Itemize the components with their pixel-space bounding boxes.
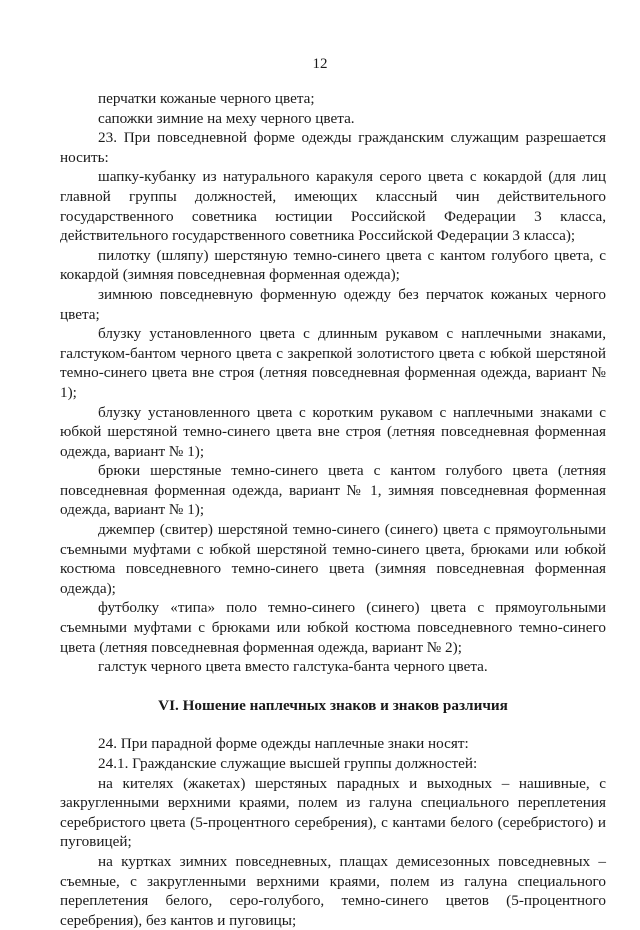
paragraph: 23. При повседневной форме одежды гражданским служащим разрешается носить: [60, 129, 606, 166]
paragraph: блузку установленного цвета с коротким рукавом с наплечными знаками с юбкой шерстяной темно-синего цвета вне строя (летняя повседневная форменная одежда, вариант № 1); [60, 403, 606, 460]
paragraph: блузку установленного цвета с длинным рукавом с наплечными знаками, галстуком-бантом черного цвета с закрепкой золотистого цвета с юбкой шерстяной темно-синего цвета вне строя (летняя повседневная форменная одежда, вариант № 1); [60, 325, 606, 401]
page-number: 12 [312, 56, 328, 72]
paragraph: зимнюю повседневную форменную одежду без перчаток кожаных черного цвета; [60, 285, 606, 323]
paragraph: брюки шерстяные темно-синего цвета с кантом голубого цвета (летняя повседневная форменная одежда, вариант № 1, зимняя повседневная форменная одежда, вариант № 1); [60, 462, 606, 519]
section-heading: VI. Ношение наплечных знаков и знаков различия [158, 696, 508, 714]
paragraph: шапку-кубанку из натурального каракуля серого цвета с кокардой (для лиц главной группы должностей, имеющих классный чин действительного государственного советника юстиции Российской Федерации 3 класса, действительного государственного советника Российской Федерации 3 класса); [60, 168, 606, 245]
paragraph: на кителях (жакетах) шерстяных парадных и выходных – нашивные, с закругленными верхними краями, полем из галуна специального переплетения серебристого цвета (5-процентного серебрения), с кантами белого (серебристого) и пуговицей; [60, 774, 606, 851]
paragraph: футболку «типа» поло темно-синего (синего) цвета с прямоугольными съемными муфтами с брюками или юбкой костюма повседневного темно-синего цвета (летняя повседневная форменная одежда, вариант № 2); [60, 599, 606, 656]
paragraph: на куртках зимних повседневных, плащах демисезонных повседневных – съемные, с закругленными верхними краями, полем из галуна специального переплетения белого, серо-голубого, темно-синего цветов (5-процентного серебрения), без кантов и пуговицы; [60, 852, 606, 929]
paragraph: 24.1. Гражданские служащие высшей группы должностей: [98, 755, 478, 772]
paragraph: сапожки зимние на меху черного цвета. [98, 109, 355, 127]
paragraph: перчатки кожаные черного цвета; [98, 90, 315, 107]
document-body [60, 89, 606, 930]
paragraph: пилотку (шляпу) шерстяную темно-синего цвета с кантом голубого цвета, с кокардой (зимняя повседневная форменная одежда); [60, 246, 606, 284]
paragraph: джемпер (свитер) шерстяной темно-синего (синего) цвета с прямоугольными съемными муфтами с юбкой шерстяной темно-синего цвета, брюками или юбкой костюма повседневного темно-синего цвета (зимняя повседневная форменная одежда); [60, 521, 606, 597]
paragraph: галстук черного цвета вместо галстука-банта черного цвета. [98, 658, 488, 676]
paragraph: 24. При парадной форме одежды наплечные знаки носят: [98, 735, 469, 753]
